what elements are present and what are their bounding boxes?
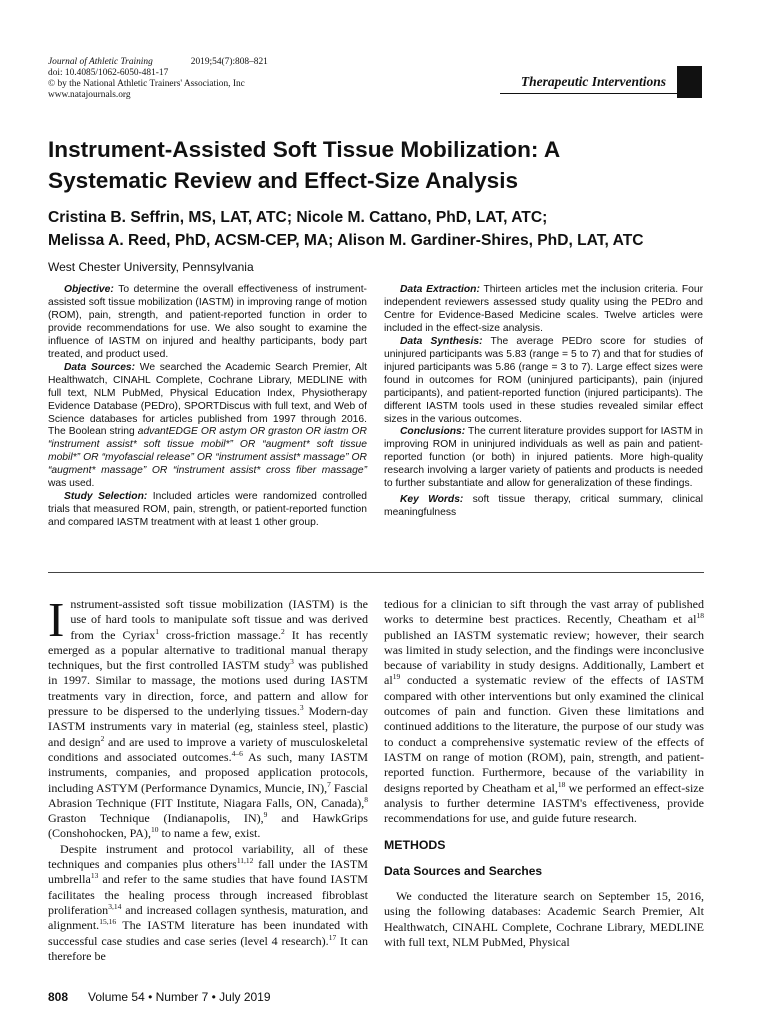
- study-selection-heading: Study Selection:: [64, 491, 148, 503]
- citation-ref: 2: [100, 733, 105, 743]
- citation-ref: 19: [392, 672, 401, 682]
- citation-ref: 3: [290, 657, 294, 667]
- copyright: © by the National Athletic Trainers' Association, Inc: [48, 79, 245, 89]
- study-selection-text: Included articles were randomized controlled trials that measured ROM, pain, strength, or patient-reported function and compared IASTM treatment with at least 1 other group.: [48, 491, 367, 529]
- abstract-data-synthesis: [384, 336, 703, 427]
- abstract-study-selection: [48, 491, 367, 530]
- citation-ref: 3: [299, 703, 304, 713]
- intro-paragraph-2: [48, 842, 368, 964]
- text-run: and refer to the same studies that have found IASTM facilitates the healing process through increased fibroblast proliferation: [48, 872, 368, 917]
- data-sources-searches-heading: Data Sources and Searches: [384, 863, 543, 878]
- text-run: was published in 1997. Similar to massage, the motions used during IASTM treatments vary in direction, force, and pattern and allow for pressure to be dispersed to the underlying tissues.: [48, 658, 369, 719]
- intro-paragraph-3: [384, 597, 704, 826]
- page-number: 808: [48, 990, 69, 1004]
- citation-ref: 1: [155, 626, 159, 636]
- authors-line-2: Melissa A. Reed, PhD, ACSM-CEP, MA; Alison M. Gardiner-Shires, PhD, LAT, ATC: [48, 232, 644, 249]
- citation-ref: 17: [328, 932, 337, 942]
- abstract-key-words: [384, 494, 703, 520]
- data-sources-heading: Data Sources:: [64, 361, 136, 373]
- section-block: [677, 66, 702, 98]
- issue-info: Volume 54 • Number 7 • July 2019: [88, 990, 271, 1004]
- page-footer: [48, 990, 271, 1004]
- key-words-text: soft tissue therapy, critical summary, clinical meaningfulness: [384, 494, 703, 519]
- authors-line-1: Cristina B. Seffrin, MS, LAT, ATC; Nicole M. Cattano, PhD, LAT, ATC;: [48, 209, 548, 226]
- citation-ref: 10: [150, 825, 159, 835]
- authors: [48, 206, 738, 252]
- text-run: and are used to improve a variety of musculoskeletal conditions and associated outcomes.: [48, 734, 369, 764]
- boolean-string: advantEDGE OR astym OR graston OR iastm OR “instrument assist* soft tissue mobil*” OR “augment* soft tissue mobil*” OR “myofascial release” OR “instrument assist* massage” OR “augment* massage” OR “instrument assist* cross fiber massage”: [48, 426, 367, 477]
- text-run: conducted a systematic review of the effects of IASTM compared with other interventions but only examined the clinical outcomes of pain and function. Given these limitations and continued additions to the literature, the purpose of our study was to conduct a comprehensive systematic review of the effects of IASTM on range of motion (ROM), pain, strength, and patient-reported function. Furthermore, because of the variability in designs reported by Cheatham et al,: [384, 673, 704, 795]
- data-extraction-text: Thirteen articles met the inclusion criteria. Four independent reviewers assessed study quality using the PEDro and Centre for Evidence-Based Medicine scales. Twelve articles were included in the effect-size analysis.: [384, 284, 703, 334]
- data-extraction-heading: Data Extraction:: [400, 284, 480, 295]
- title-line-1: Instrument-Assisted Soft Tissue Mobilization: A: [48, 137, 561, 162]
- journal-citation: 2019;54(7):808–821: [190, 57, 268, 67]
- key-words-heading: Key Words:: [400, 494, 464, 506]
- citation-ref: 11,12: [236, 856, 254, 866]
- intro-paragraph-1: [48, 592, 369, 842]
- text-run: and increased collagen synthesis, maturation, and alignment.: [48, 902, 368, 933]
- abstract-conclusions: [384, 426, 703, 491]
- section-tag: [500, 66, 702, 98]
- data-synthesis-heading: Data Synthesis:: [400, 335, 483, 347]
- citation-ref: 15,16: [99, 917, 117, 927]
- intro-p3-content: [384, 597, 704, 825]
- intro-p1-content: [48, 592, 369, 841]
- text-run: fall under the IASTM umbrella: [48, 857, 368, 887]
- citation-ref: 4–6: [231, 748, 243, 758]
- text-run: and HawkGrips (Conshohocken, PA),: [48, 811, 368, 841]
- text-run: The IASTM literature has been inundated with successful case studies and case series (level 4 research).: [48, 918, 368, 948]
- objective-heading: Objective:: [64, 284, 114, 295]
- abstract-left-column: [48, 284, 367, 530]
- body-right-column: [384, 597, 704, 950]
- abstract-data-extraction: [384, 284, 703, 336]
- citation-ref: 2: [281, 626, 285, 636]
- methods-heading: METHODS: [384, 838, 446, 853]
- abstract-objective: [48, 284, 367, 362]
- text-run: Modern-day IASTM instruments vary in material (eg, stainless steel, plastic) and design: [48, 704, 369, 749]
- objective-text: To determine the overall effectiveness of instrument-assisted soft tissue mobilization (IASTM) in improving range of motion (ROM), pain, strength, and patient-reported function in order to provide recommendations for use. We also sought to examine the influence of IASTM on injured and healthy participants, body part treated, and product used.: [48, 284, 367, 360]
- data-sources-tail: was used.: [48, 478, 95, 490]
- drop-cap: I: [48, 592, 65, 647]
- title-line-2: Systematic Review and Effect-Size Analysis: [48, 168, 519, 193]
- citation-ref: 7: [327, 779, 331, 789]
- citation-ref: 18: [557, 779, 566, 789]
- data-sources-text: We searched the Academic Search Premier, Alt Healthwatch, CINAHL Complete, Cochrane Library, MEDLINE with full text, NLM PubMed, Physical Education Index, Physiotherapy Evidence Database (PEDro), SPORTDiscus with full text, and Web of Science databases for articles published from 1997 through 2016. The Boolean string: [48, 361, 367, 438]
- citation-ref: 18: [696, 611, 704, 621]
- abstract-divider: [48, 572, 704, 573]
- text-run: tedious for a clinician to sift through the vast array of published works to determine best practices. Recently, Cheatham et al: [384, 597, 704, 627]
- data-synthesis-text: The average PEDro score for studies of uninjured participants was 5.83 (range = 5 to 7) and that for studies of injured participants was 5.86 (range = 3 to 7). Large effect sizes were found in outcomes for ROM (uninjured participants), pain (injured participants), and patient-reported function (injured participants). The different IASTM tools used in these studies revealed similar effect sizes in the various outcomes.: [384, 335, 703, 425]
- journal-meta: [48, 57, 268, 101]
- body-left-column: [48, 592, 369, 964]
- text-run: to name a few, exist.: [158, 826, 261, 841]
- doi: doi: 10.4085/1062-6050-481-17: [48, 68, 169, 78]
- text-run: cross-friction massage.: [159, 627, 282, 642]
- text-run: Fascial Abrasion Technique (FIT Institute, Niagara Falls, ON, Canada),: [48, 780, 368, 810]
- abstract-data-sources: [48, 362, 367, 492]
- abstract-right-column: [384, 284, 703, 520]
- conclusions-heading: Conclusions:: [400, 426, 466, 438]
- text-run: It can therefore be: [48, 933, 368, 963]
- methods-paragraph-1: We conducted the literature search on September 15, 2016, using the following databases: Academic Search Premier, Alt Healthwatch, CINAHL Complete, Cochrane Library, MEDLINE with full text, NLM PubMed, Physical: [384, 889, 704, 949]
- citation-ref: 9: [263, 810, 268, 820]
- conclusions-text: The current literature provides support for IASTM in improving ROM in uninjured individuals as well as pain and patient-reported function (or both) in injured patients. More high-quality research involving a larger variety of patients and products is needed to further substantiate and allow for generalization of these findings.: [384, 426, 703, 490]
- text-run: It has recently emerged as a popular alternative to traditional manual therapy techniques, but the first controlled IASTM study: [48, 627, 368, 673]
- website: www.natajournals.org: [48, 90, 131, 100]
- affiliation: West Chester University, Pennsylvania: [48, 260, 254, 274]
- text-run: Graston Technique (Indianapolis, IN),: [48, 811, 264, 826]
- article-title: [48, 134, 728, 196]
- intro-p2-content: [48, 842, 368, 963]
- citation-ref: 8: [364, 794, 368, 804]
- journal-name: Journal of Athletic Training: [48, 57, 153, 67]
- text-run: As such, many IASTM instruments, companies, and proposed application protocols, including ASTYM (Performance Dynamics, Muncie, IN),: [48, 749, 368, 795]
- section-label: Therapeutic Interventions: [520, 74, 666, 89]
- citation-ref: 3,14: [108, 901, 122, 911]
- citation-ref: 13: [90, 871, 99, 881]
- text-run: published an IASTM systematic review; however, their search was limited in study selection, and the findings were inconclusive because of variability in study designs. Additionally, Lambert et al: [384, 627, 704, 688]
- text-run: nstrument-assisted soft tissue mobilization (IASTM) is the use of hard tools to manipulate soft tissue and was derived from the Cyriax: [70, 597, 368, 642]
- text-run: Despite instrument and protocol variability, all of these techniques and companies plus others: [48, 841, 368, 872]
- section-rule: [500, 93, 702, 94]
- text-run: we performed an effect-size analysis to further determine IASTM's effectiveness, provide recommendations for use, and guide future research.: [384, 780, 704, 826]
